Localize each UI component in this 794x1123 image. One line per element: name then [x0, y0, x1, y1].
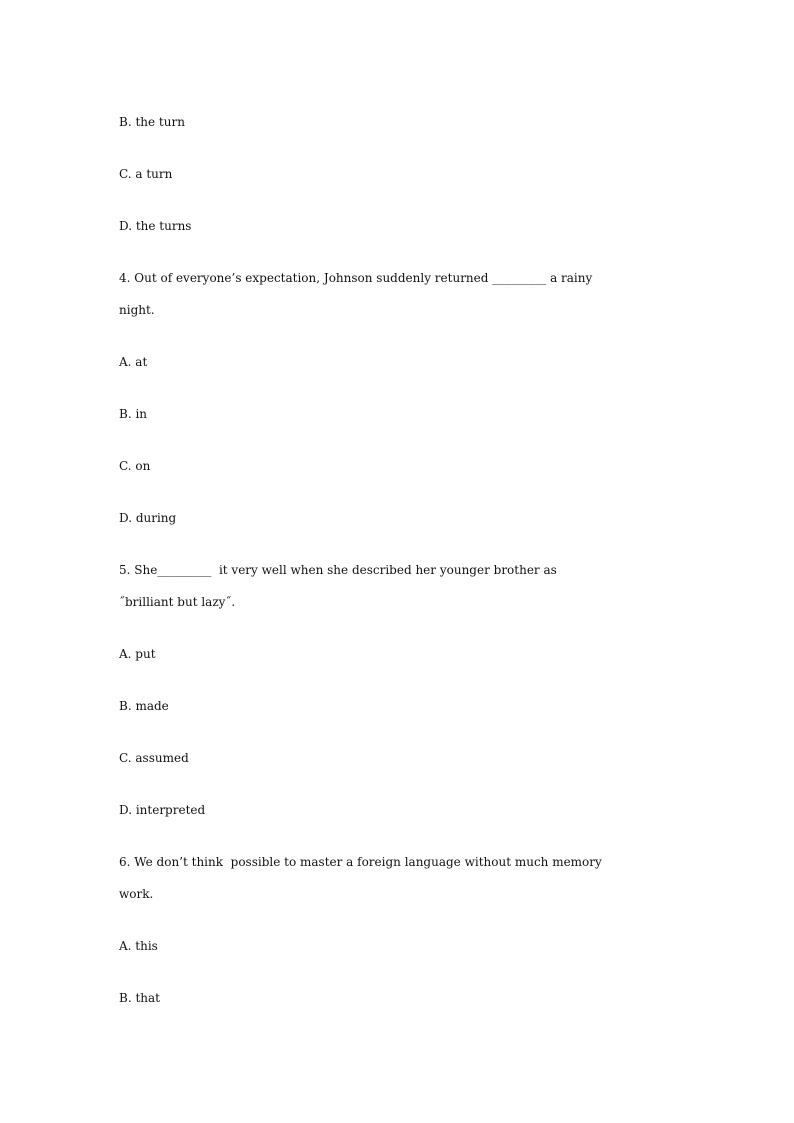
q5-option-a: A. put [119, 647, 156, 661]
q5-option-d: D. interpreted [119, 803, 206, 817]
q3-option-d: D. the turns [119, 219, 192, 233]
q4-option-a: A. at [119, 355, 148, 369]
q4-option-c: C. on [119, 459, 151, 473]
q4-stem-line-2: night. [119, 303, 155, 317]
q6-option-b: B. that [119, 991, 160, 1005]
q4-option-d: D. during [119, 511, 177, 525]
q4-option-b: B. in [119, 407, 148, 421]
q5-option-b: B. made [119, 699, 169, 713]
q6-option-a: A. this [119, 939, 158, 953]
q6-stem-line-2: work. [119, 887, 154, 901]
q3-option-c: C. a turn [119, 167, 173, 181]
q5-stem-line-2: ˝brilliant but lazy˝. [119, 595, 236, 609]
q5-option-c: C. assumed [119, 751, 189, 765]
q5-stem-line-1: 5. She_________ it very well when she described her younger brother as [119, 563, 557, 577]
q4-stem-line-1: 4. Out of everyone’s expectation, Johnson suddenly returned _________ a rainy [119, 271, 593, 285]
q3-option-b: B. the turn [119, 115, 185, 129]
q6-stem-line-1: 6. We don’t think possible to master a foreign language without much memory [119, 855, 602, 869]
